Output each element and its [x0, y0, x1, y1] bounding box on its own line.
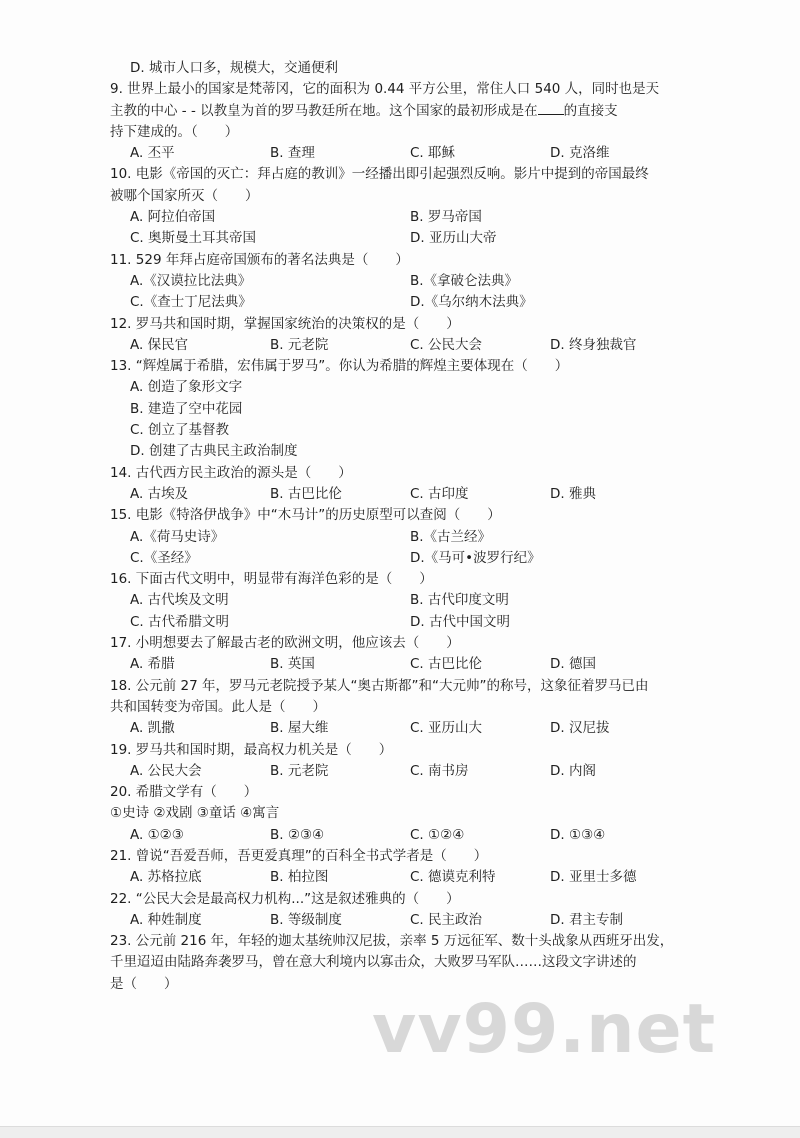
option-b[interactable]: B. 屋大维	[270, 720, 329, 737]
question-11-stem: 11. 529 年拜占庭帝国颁布的著名法典是（ ）	[110, 251, 409, 268]
question-14-options	[110, 484, 690, 505]
option-a[interactable]: A. 阿拉伯帝国	[130, 209, 216, 226]
option-c[interactable]: C.《查士丁尼法典》	[130, 294, 252, 311]
option-d[interactable]: D. 终身独裁官	[550, 336, 637, 353]
question-13-stem: 13. “辉煌属于希腊，宏伟属于罗马”。你认为希腊的辉煌主要体现在（ ）	[110, 358, 569, 375]
option-c[interactable]: C. 南书房	[410, 762, 469, 779]
option-c[interactable]: C. 亚历山大	[410, 720, 483, 737]
option-c[interactable]: C. 创立了基督教	[130, 422, 230, 439]
option-d[interactable]: D. ①③④	[550, 826, 606, 843]
question-9-stem: 9. 世界上最小的国家是梵蒂冈，它的面积为 0.44 平方公里，常住人口 540 人，同时也是天	[110, 81, 660, 98]
option-b[interactable]: B. 建造了空中花园	[130, 400, 243, 417]
question-20-options	[110, 825, 690, 846]
option-a[interactable]: A. 保民官	[130, 336, 189, 353]
question-20-items: ①史诗 ②戏剧 ③童话 ④寓言	[110, 805, 280, 822]
option-b[interactable]: B.《古兰经》	[410, 528, 492, 545]
question-20-stem: 20. 希腊文学有（ ）	[110, 784, 258, 801]
question-11-options	[110, 271, 690, 292]
question-10-stem: 10. 电影《帝国的灭亡：拜占庭的教训》一经播出即引起强烈反响。影片中提到的帝国最终	[110, 166, 649, 183]
option-d[interactable]: D. 古代中国文明	[410, 613, 510, 630]
option-c[interactable]: C. 古代希腊文明	[130, 613, 230, 630]
option-a[interactable]: A. 公民大会	[130, 762, 202, 779]
option-d[interactable]: D. 创建了古典民主政治制度	[130, 443, 298, 460]
watermark: vv99.net	[372, 990, 717, 1069]
option-d[interactable]: D. 内阁	[550, 762, 596, 779]
question-10-options	[110, 207, 690, 228]
option-a[interactable]: A. 创造了象形文字	[130, 379, 243, 396]
question-16-options	[110, 590, 690, 611]
option-b[interactable]: B. 柏拉图	[270, 869, 329, 886]
option-d[interactable]: D. 克洛维	[550, 145, 610, 162]
question-23-stem: 是（ ）	[110, 975, 178, 992]
question-14-stem: 14. 古代西方民主政治的源头是（ ）	[110, 464, 352, 481]
question-18-stem: 18. 公元前 27 年，罗马元老院授予某人“奥古斯都”和“大元帅”的称号，这象征着罗马已由	[110, 677, 649, 694]
question-18-options	[110, 718, 690, 739]
option-b[interactable]: B. 罗马帝国	[410, 209, 482, 226]
stem-text: 主教的中心 - - 以教皇为首的罗马教廷所在地。这个国家的最初形成是在	[110, 102, 538, 119]
question-9-stem: 持下建成的。（ ）	[110, 123, 239, 140]
question-21-stem: 21. 曾说“吾爱吾师，吾更爱真理”的百科全书式学者是（ ）	[110, 847, 488, 864]
option-b[interactable]: B. ②③④	[270, 826, 325, 843]
option-c[interactable]: C. 德谟克利特	[410, 869, 496, 886]
option-a[interactable]: A. ①②③	[130, 826, 184, 843]
option-b[interactable]: B.《拿破仑法典》	[410, 272, 519, 289]
option-d[interactable]: D. 雅典	[550, 485, 596, 502]
question-list	[110, 58, 690, 995]
option-a[interactable]: A. 古代埃及文明	[130, 592, 229, 609]
question-9-options	[110, 143, 690, 164]
option-a[interactable]: A.《荷马史诗》	[130, 528, 225, 545]
option-line: D. 城市人口多，规模大，交通便利	[130, 60, 338, 76]
option-d[interactable]: D. 德国	[550, 656, 596, 673]
option-c[interactable]: C. ①②④	[410, 826, 465, 843]
option-d[interactable]: D. 汉尼拔	[550, 720, 610, 737]
question-12-options	[110, 335, 690, 356]
question-15-options	[110, 548, 690, 569]
option-c[interactable]: C. 耶稣	[410, 145, 456, 162]
option-a[interactable]: A.《汉谟拉比法典》	[130, 272, 252, 289]
question-15-stem: 15. 电影《特洛伊战争》中“木马计”的历史原型可以查阅（ ）	[110, 507, 501, 524]
option-d[interactable]: D. 亚历山大帝	[410, 230, 497, 247]
stem-text: 的直接支	[563, 102, 618, 119]
question-23-stem: 千里迢迢由陆路奔袭罗马，曾在意大利境内以寡击众，大败罗马军队……这段文字讲述的	[110, 954, 637, 971]
option-b[interactable]: B. 查理	[270, 145, 315, 162]
question-23-stem: 23. 公元前 216 年，年轻的迦太基统帅汉尼拔，亲率 5 万远征军、数十头战象从西班牙出发，	[110, 933, 674, 950]
option-c[interactable]: C. 奥斯曼土耳其帝国	[130, 230, 257, 247]
question-11-options	[110, 292, 690, 313]
question-12-stem: 12. 罗马共和国时期，掌握国家统治的决策权的是（ ）	[110, 315, 460, 332]
option-c[interactable]: C. 民主政治	[410, 911, 483, 928]
question-19-options	[110, 761, 690, 782]
answer-blank	[538, 102, 564, 115]
question-17-stem: 17. 小明想要去了解最古老的欧洲文明，他应该去（ ）	[110, 635, 460, 652]
option-c[interactable]: C. 古印度	[410, 485, 469, 502]
option-c[interactable]: C. 古巴比伦	[410, 656, 483, 673]
option-b[interactable]: B. 元老院	[270, 762, 329, 779]
option-a[interactable]: A. 希腊	[130, 656, 175, 673]
option-a[interactable]: A. 丕平	[130, 145, 175, 162]
question-19-stem: 19. 罗马共和国时期，最高权力机关是（ ）	[110, 741, 393, 758]
option-d[interactable]: D.《马可•波罗行纪》	[410, 549, 541, 566]
question-10-stem: 被哪个国家所灭（ ）	[110, 187, 259, 204]
question-22-stem: 22. “公民大会是最高权力机构...”这是叙述雅典的（ ）	[110, 890, 460, 907]
question-16-options	[110, 612, 690, 633]
option-b[interactable]: B. 古代印度文明	[410, 592, 509, 609]
question-18-stem: 共和国转变为帝国。此人是（ ）	[110, 698, 326, 715]
option-b[interactable]: B. 等级制度	[270, 911, 342, 928]
option-c[interactable]: C.《圣经》	[130, 549, 198, 566]
option-b[interactable]: B. 古巴比伦	[270, 485, 342, 502]
question-17-options	[110, 654, 690, 675]
question-10-options	[110, 228, 690, 249]
question-22-options	[110, 910, 690, 931]
question-16-stem: 16. 下面古代文明中，明显带有海洋色彩的是（ ）	[110, 571, 433, 588]
option-a[interactable]: A. 苏格拉底	[130, 869, 202, 886]
question-9-stem	[110, 101, 690, 122]
question-15-options	[110, 527, 690, 548]
option-b[interactable]: B. 英国	[270, 656, 315, 673]
option-d[interactable]: D. 君主专制	[550, 911, 623, 928]
option-b[interactable]: B. 元老院	[270, 336, 329, 353]
question-21-options	[110, 867, 690, 888]
page-bottom-edge	[0, 1126, 800, 1138]
option-d[interactable]: D.《乌尔纳木法典》	[410, 294, 533, 311]
option-d[interactable]: D. 亚里士多德	[550, 869, 637, 886]
option-a[interactable]: A. 种姓制度	[130, 911, 202, 928]
option-c[interactable]: C. 公民大会	[410, 336, 483, 353]
option-a[interactable]: A. 凯撒	[130, 720, 175, 737]
option-a[interactable]: A. 古埃及	[130, 485, 189, 502]
